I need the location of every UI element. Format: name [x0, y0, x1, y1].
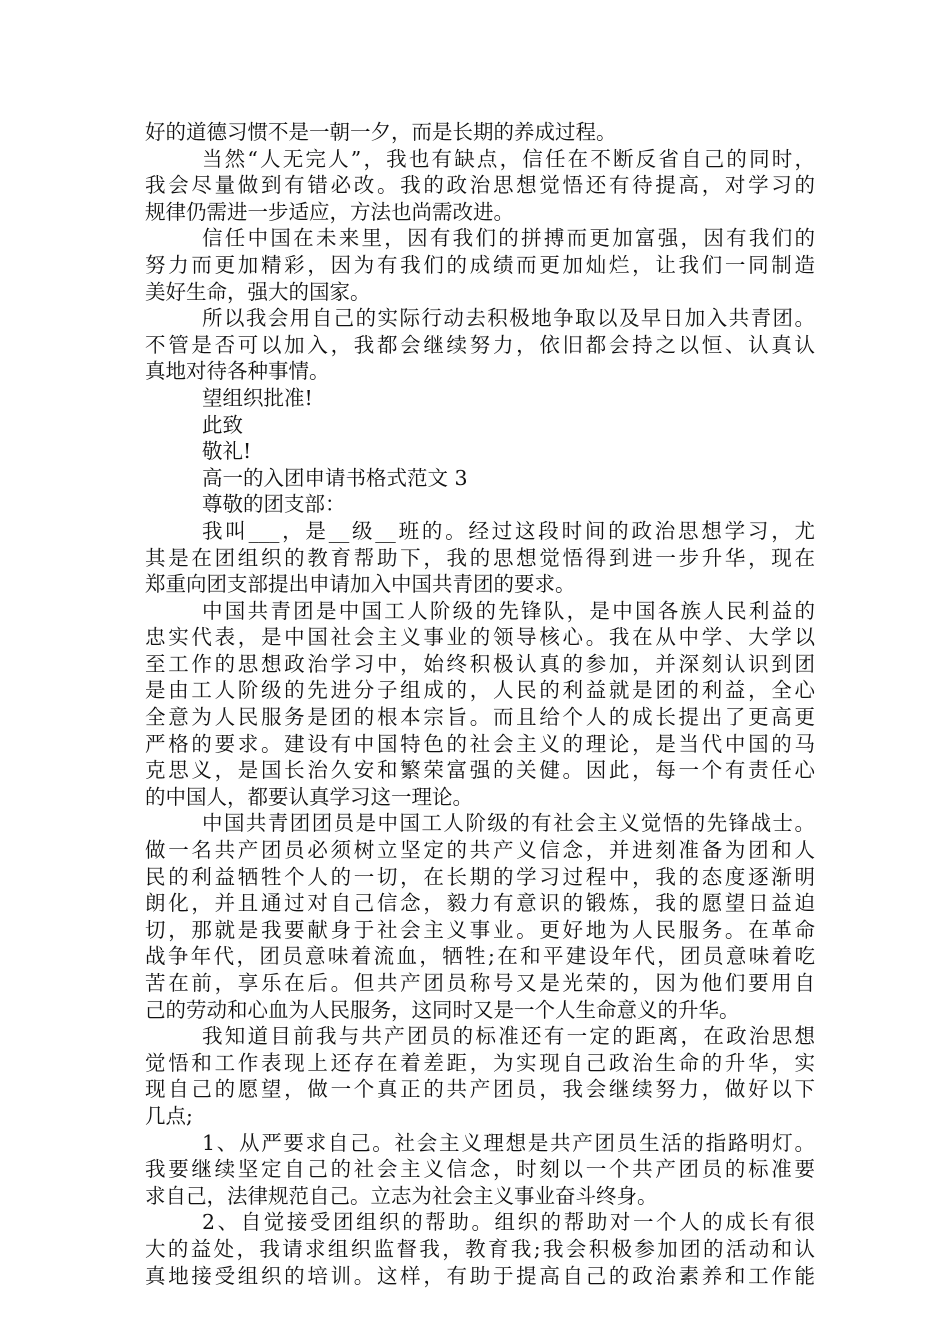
- text-line: 信任中国在未来里，因有我们的拼搏而更加富强，因有我们的: [202, 226, 815, 251]
- text-line: 切，那就是我要献身于社会主义事业。更好地为人民服务。在革命: [145, 917, 815, 942]
- text-line: 不管是否可以加入，我都会继续努力，依旧都会持之以恒、认真认: [145, 332, 815, 357]
- text-line: 忠实代表，是中国社会主义事业的领导核心。我在从中学、大学以: [145, 625, 815, 650]
- text-line: 全意为人民服务是团的根本宗旨。而且给个人的成长提出了更高更: [145, 705, 815, 730]
- text-line: 当然“人无完人”，我也有缺点，信任在不断反省自己的同时，: [202, 146, 815, 171]
- text-line: 望组织批准!: [202, 385, 313, 410]
- text-line: 我要继续坚定自己的社会主义信念，时刻以一个共产团员的标准要: [145, 1157, 815, 1182]
- text-line: 1、从严要求自己。社会主义理想是共产团员生活的指路明灯。: [202, 1130, 815, 1155]
- text-line: 朗化，并且通过对自己信念，毅力有意识的锻炼，我的愿望日益迫: [145, 891, 815, 916]
- text-line: 尊敬的团支部：: [202, 492, 346, 517]
- text-line: 做一名共产团员必须树立坚定的共产义信念，并进刻准备为团和人: [145, 838, 815, 863]
- text-line: 此致: [202, 412, 243, 437]
- text-line: 真地对待各种事情。: [145, 359, 330, 384]
- text-line: 规律仍需进一步适应，方法也尚需改进。: [145, 199, 514, 224]
- text-line: 我知道目前我与共产团员的标准还有一定的距离，在政治思想: [202, 1024, 815, 1049]
- text-line: 我叫___，是__级__班的。经过这段时间的政治思想学习，尤: [202, 518, 815, 543]
- text-line: 其是在团组织的教育帮助下，我的思想觉悟得到进一步升华，现在: [145, 545, 815, 570]
- text-line: 现自己的愿望，做一个真正的共产团员，我会继续努力，做好以下: [145, 1077, 815, 1102]
- text-line: 努力而更加精彩，因为有我们的成绩而更加灿烂，让我们一同制造: [145, 252, 815, 277]
- text-line: 我会尽量做到有错必改。我的政治思想觉悟还有待提高，对学习的: [145, 173, 815, 198]
- text-line: 中国共青团团员是中国工人阶级的有社会主义觉悟的先锋战士。: [202, 811, 815, 836]
- text-line: 几点;: [145, 1103, 193, 1128]
- text-line: 苦在前，享乐在后。但共产团员称号又是光荣的，因为他们要用自: [145, 971, 815, 995]
- text-line: 美好生命，强大的国家。: [145, 279, 371, 304]
- text-line: 所以我会用自己的实际行动去积极地争取以及早日加入共青团。: [202, 306, 815, 331]
- text-line: 的中国人，都要认真学习这一理论。: [145, 784, 473, 809]
- text-line: 郑重向团支部提出申请加入中国共青团的要求。: [145, 572, 576, 597]
- text-line: 高一的入团申请书格式范文 3: [202, 465, 468, 490]
- text-line: 是由工人阶级的先进分子组成的，人民的利益就是团的利益，全心: [145, 678, 815, 703]
- text-line: 求自己，法律规范自己。立志为社会主义事业奋斗终身。: [145, 1183, 658, 1208]
- document-body: [145, 119, 815, 1289]
- text-line: 大的益处，我请求组织监督我，教育我;我会积极参加团的活动和认: [145, 1236, 815, 1261]
- text-line: 真地接受组织的培训。这样，有助于提高自己的政治素养和工作能: [145, 1263, 815, 1288]
- text-line: 2、自觉接受团组织的帮助。组织的帮助对一个人的成长有很: [202, 1210, 815, 1235]
- text-line: 民的利益牺牲个人的一切，在长期的学习过程中，我的态度逐渐明: [145, 864, 815, 889]
- text-line: 克思义，是国长治久安和繁荣富强的关健。因此，每一个有责任心: [145, 758, 815, 783]
- text-line: 至工作的思想政治学习中，始终积极认真的参加，并深刻认识到团: [145, 651, 815, 676]
- text-line: 敬礼!: [202, 439, 252, 464]
- text-line: 己的劳动和心血为人民服务，这同时又是一个人生命意义的升华。: [145, 997, 740, 1022]
- text-line: 觉悟和工作表现上还存在着差距，为实现自己政治生命的升华，实: [145, 1050, 815, 1075]
- text-line: 中国共青团是中国工人阶级的先锋队，是中国各族人民利益的: [202, 598, 815, 623]
- text-line: 好的道德习惯不是一朝一夕，而是长期的养成过程。: [145, 120, 617, 144]
- text-line: 严格的要求。建设有中国特色的社会主义的理论，是当代中国的马: [145, 731, 815, 756]
- text-line: 战争年代，团员意味着流血，牺牲;在和平建设年代，团员意味着吃: [145, 944, 815, 969]
